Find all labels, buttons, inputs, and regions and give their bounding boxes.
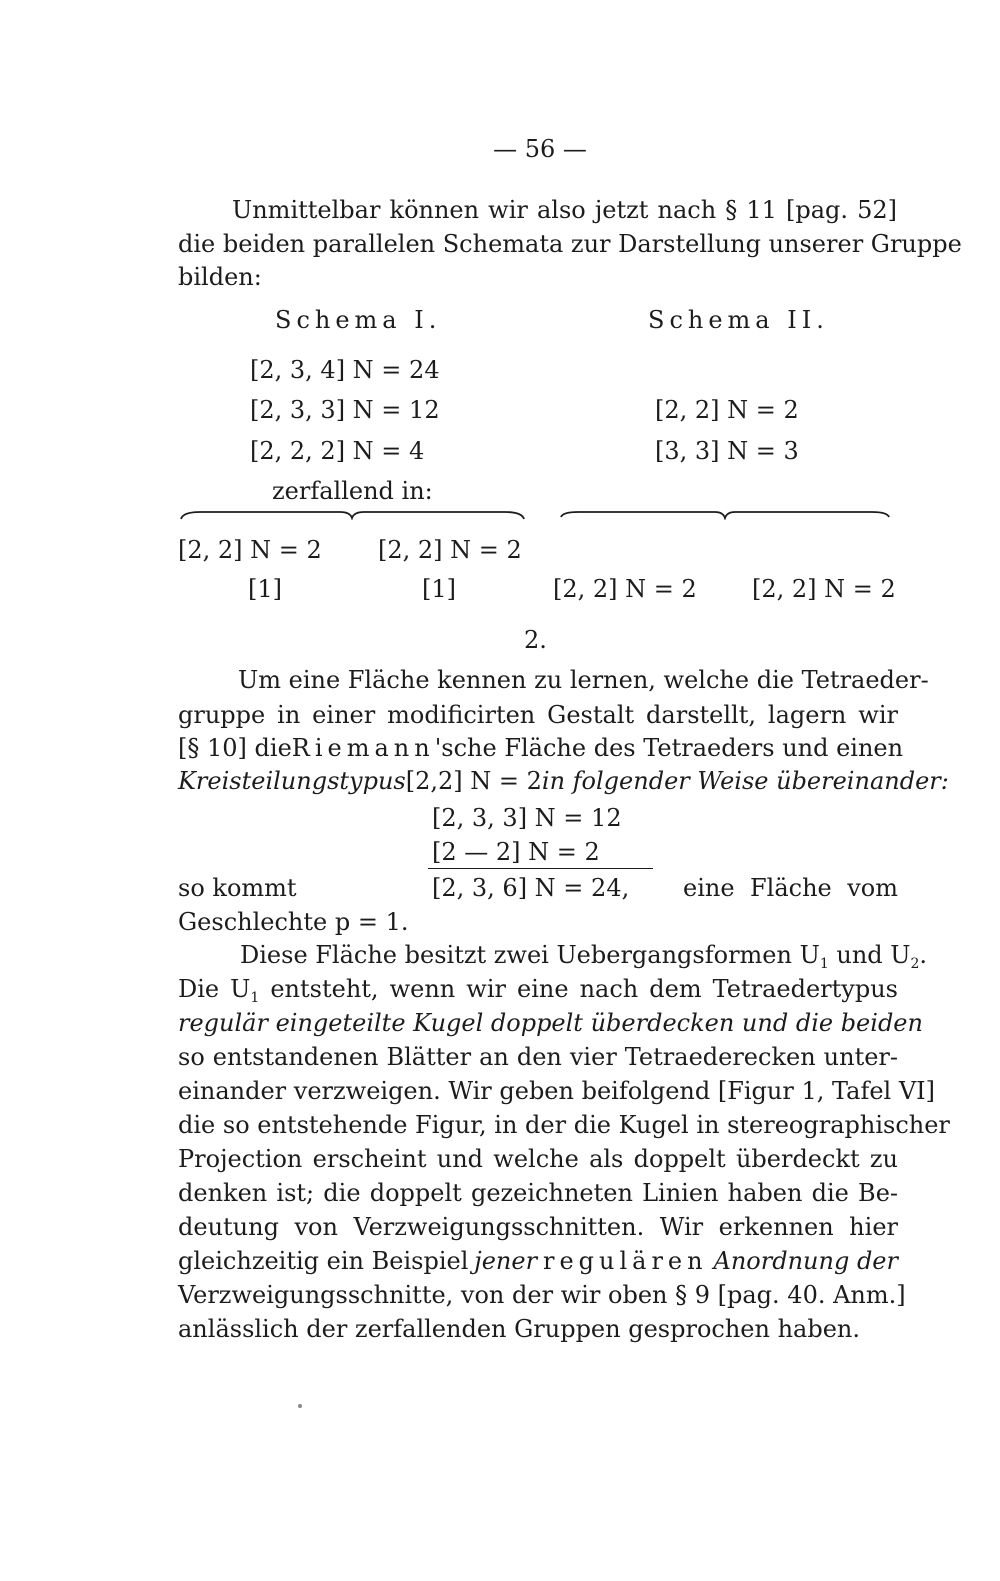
formula-row-2: [2 — 2] N = 2	[432, 838, 600, 866]
formula-row-3: [2, 3, 6] N = 24,	[432, 874, 630, 902]
para-1-line-3-end: 'sche Fläche des Tetraeders und einen	[434, 734, 904, 762]
para-1-line-4-end: in folgender Weise übereinander:	[541, 767, 949, 795]
para-1-line-1: Um eine Fläche kennen zu lernen, welche die Tetraeder-	[238, 666, 929, 694]
formula-prefix: so kommt	[178, 874, 297, 902]
schema-2-heading: Schema II.	[648, 306, 829, 334]
para-2-line-8: denken ist; die doppelt gezeichneten Linien haben die Be-	[178, 1179, 898, 1207]
schema-1-right-sub: [1]	[422, 575, 456, 603]
formula-row-1: [2, 3, 3] N = 12	[432, 804, 622, 832]
schema-1-heading: Schema I.	[275, 306, 442, 334]
para-2-line-6: die so entstehende Figur, in der die Kugel in stereographischer	[178, 1111, 950, 1139]
para-1-formula-inline: [2,2] N = 2	[405, 767, 542, 795]
formula-suffix: eine Fläche vom	[683, 874, 898, 902]
section-number: 2.	[524, 626, 547, 654]
schema-1-left-group: [2, 2] N = 2	[178, 536, 322, 564]
para-2-line-5: einander verzweigen. Wir geben beifolgend [Figur 1, Tafel VI]	[178, 1077, 936, 1105]
para-2-line-7: Projection erscheint und welche als doppelt überdeckt zu	[178, 1145, 898, 1173]
para-1-line-3	[178, 733, 904, 763]
subscript-3: 1	[250, 990, 260, 1006]
para-2-line-2-b: entsteht, wenn wir eine nach dem Tetraedertypus	[259, 975, 898, 1003]
schema-2-brace	[560, 510, 890, 520]
para-2-line-1-c: .	[919, 941, 928, 969]
para-2-line-1-b: und U	[828, 941, 911, 969]
subscript-2: 2	[910, 956, 920, 972]
schema-1-brace	[180, 510, 525, 520]
para-2-line-12: anlässlich der zerfallenden Gruppen gesprochen haben.	[178, 1315, 860, 1343]
para-2-line-9: deutung von Verzweigungsschnitten. Wir erkennen hier	[178, 1213, 898, 1241]
schema-2-left-item: [2, 2] N = 2	[553, 575, 697, 603]
schema-1-row-3: [2, 2, 2] N = 4	[250, 437, 425, 465]
para-2-line-3: regulär eingeteilte Kugel doppelt überdecken und die beiden	[178, 1009, 923, 1037]
schema-2-row-2: [3, 3] N = 3	[655, 437, 799, 465]
regulaeren-word: regulären	[542, 1247, 708, 1275]
kreisteilungstypus-term: Kreisteilungstypus	[178, 767, 406, 795]
para-2-line-10-d: Anordnung der	[713, 1247, 898, 1275]
schema-1-zerfallend: zerfallend in:	[272, 477, 433, 505]
scan-speck	[298, 1404, 302, 1408]
para-2-line-10	[178, 1246, 898, 1276]
para-1-line-2: gruppe in einer modificirten Gestalt darstellt, lagern wir	[178, 701, 898, 729]
intro-line-2: die beiden parallelen Schemata zur Darstellung unserer Gruppe	[178, 230, 962, 258]
para-2-line-4: so entstandenen Blätter an den vier Tetraederecken unter-	[178, 1043, 898, 1071]
schema-1-row-1: [2, 3, 4] N = 24	[250, 356, 440, 384]
schema-1-row-2: [2, 3, 3] N = 12	[250, 396, 440, 424]
intro-line-3: bilden:	[178, 263, 262, 291]
para-1-line-4	[178, 766, 949, 796]
schema-1-left-sub: [1]	[248, 575, 282, 603]
para-1-line-3-start: [§ 10] die	[178, 734, 292, 762]
page-number: — 56 —	[493, 135, 587, 163]
schema-1-right-group: [2, 2] N = 2	[378, 536, 522, 564]
jener-word: jener	[474, 1247, 538, 1275]
para-2-line-10-a: gleichzeitig ein Beispiel	[178, 1247, 469, 1275]
para-2-line-2-a: Die U	[178, 975, 251, 1003]
formula-rule	[428, 868, 653, 869]
subscript-1: 1	[819, 956, 829, 972]
para-2-line-1-a: Diese Fläche besitzt zwei Uebergangsformen U	[240, 941, 820, 969]
riemann-name: Riemann	[291, 734, 435, 762]
para-2-line-11: Verzweigungsschnitte, von der wir oben § 9 [pag. 40. Anm.]	[178, 1281, 906, 1309]
schema-2-right-item: [2, 2] N = 2	[752, 575, 896, 603]
formula-tail: Geschlechte p = 1.	[178, 908, 409, 936]
intro-line-1: Unmittelbar können wir also jetzt nach § 11 [pag. 52]	[232, 196, 897, 224]
schema-2-row-1: [2, 2] N = 2	[655, 396, 799, 424]
